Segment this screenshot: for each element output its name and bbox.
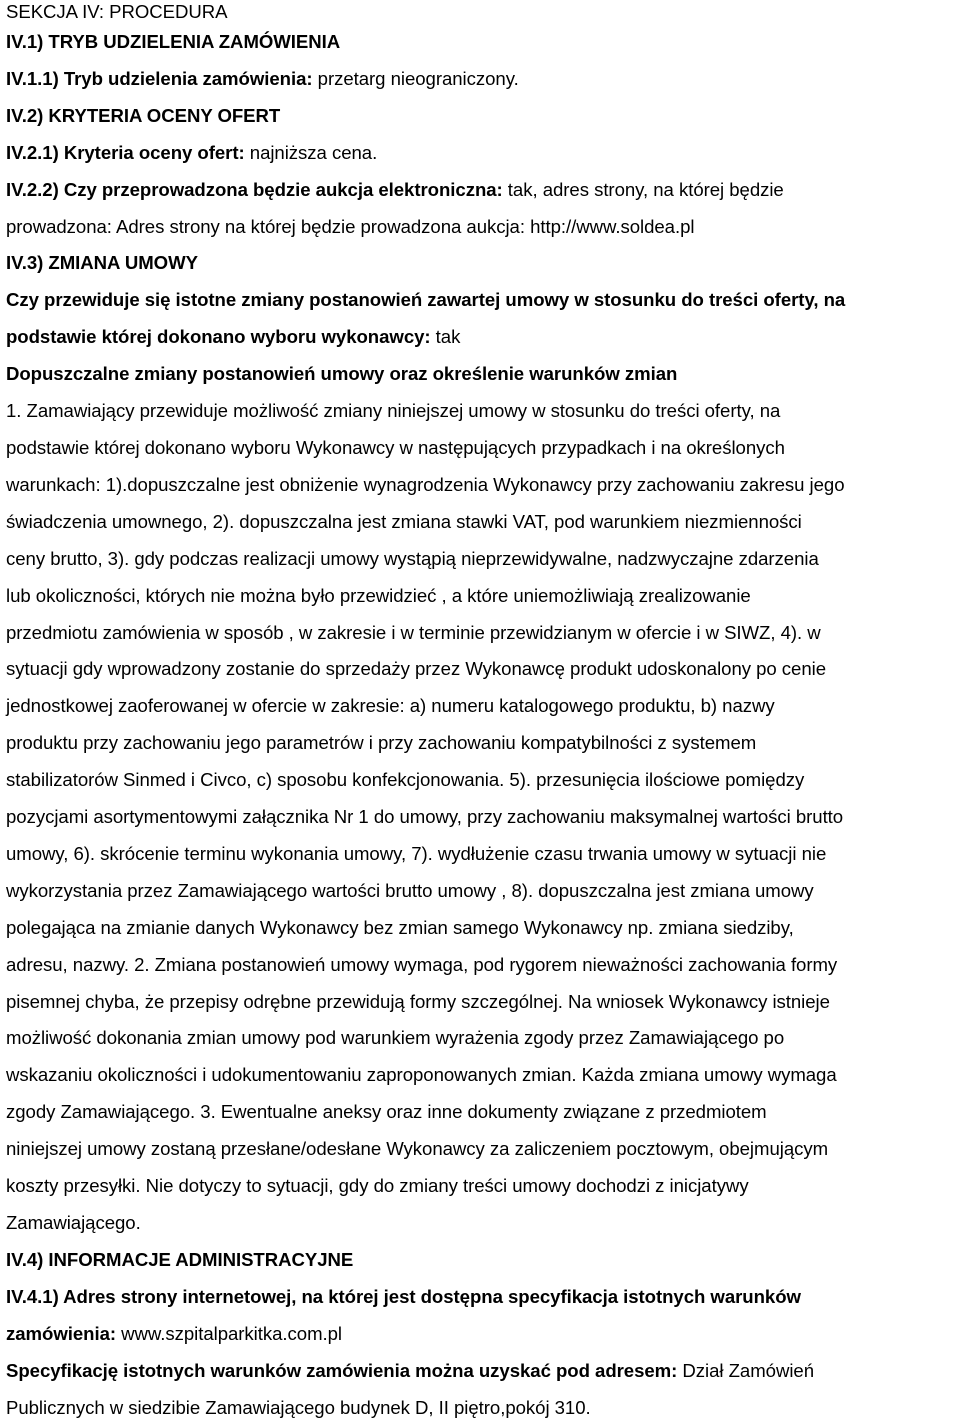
bold-run: Czy przewiduje się istotne zmiany postanowień zawartej umowy w stosunku do treści oferty, na	[6, 289, 846, 311]
text-line	[6, 319, 958, 356]
bold-run: IV.2.2) Czy przeprowadzona będzie aukcja elektroniczna:	[6, 178, 503, 200]
regular-run: zgody Zamawiającego. 3. Ewentualne aneksy oraz inne dokumenty związane z przedmiotem	[6, 1101, 767, 1123]
regular-run: tak, adres strony, na której będzie	[502, 178, 784, 200]
regular-run: tak	[430, 326, 461, 348]
text-line	[6, 1242, 958, 1279]
text-line	[6, 762, 958, 799]
text-line	[6, 135, 958, 172]
text-line	[6, 688, 958, 725]
text-line	[6, 947, 958, 984]
bold-run: IV.4.1) Adres strony internetowej, na której jest dostępna specyfikacja istotnych warunków	[6, 1285, 801, 1307]
regular-run: najniższa cena.	[244, 141, 378, 163]
text-line	[6, 725, 958, 762]
regular-run: świadczenia umownego, 2). dopuszczalna jest zmiana stawki VAT, pod warunkiem niezmienności	[6, 510, 802, 532]
regular-run: adresu, nazwy. 2. Zmiana postanowień umowy wymaga, pod rygorem nieważności zachowania formy	[6, 953, 838, 975]
text-line	[6, 393, 958, 430]
regular-run: niniejszej umowy zostaną przesłane/odesłane Wykonawcy za zaliczeniem pocztowym, obejmującym	[6, 1138, 829, 1160]
regular-run: warunkach: 1).dopuszczalne jest obniżenie wynagrodzenia Wykonawcy przy zachowaniu zakresu jego	[6, 473, 845, 495]
text-line	[6, 1131, 958, 1168]
regular-run: koszty przesyłki. Nie dotyczy to sytuacji, gdy do zmiany treści umowy dochodzi z inicjatywy	[6, 1175, 749, 1197]
text-line	[6, 1094, 958, 1131]
regular-run: sytuacji gdy wprowadzony zostanie do sprzedaży przez Wykonawcę produkt udoskonalony po cenie	[6, 658, 827, 680]
text-line	[6, 1390, 958, 1427]
text-line	[6, 836, 958, 873]
document-body	[6, 0, 958, 1426]
regular-run: ceny brutto, 3). gdy podczas realizacji umowy wystąpią nieprzewidywalne, nadzwyczajne zdarzenia	[6, 547, 819, 569]
regular-run: podstawie której dokonano wyboru Wykonawcy w następujących przypadkach i na określonych	[6, 436, 785, 458]
regular-run: wykorzystania przez Zamawiającego wartości brutto umowy , 8). dopuszczalna jest zmiana umowy	[6, 879, 814, 901]
regular-run: polegająca na zmianie danych Wykonawcy bez zmian samego Wykonawcy np. zmiana siedziby,	[6, 916, 794, 938]
regular-run: przetarg nieograniczony.	[312, 67, 519, 89]
text-line	[6, 430, 958, 467]
regular-run: przedmiotu zamówienia w sposób , w zakresie i w terminie przewidzianym w ofercie i w SIWZ, 4). w	[6, 621, 821, 643]
bold-run: IV.2) KRYTERIA OCENY OFERT	[6, 104, 281, 126]
regular-run: Dział Zamówień	[677, 1359, 814, 1381]
regular-run: 1. Zamawiający przewiduje możliwość zmiany niniejszej umowy w stosunku do treści oferty, na	[6, 400, 781, 422]
regular-run: lub okoliczności, których nie można było przewidzieć , a które uniemożliwiają zrealizowanie	[6, 584, 751, 606]
text-line	[6, 578, 958, 615]
text-line	[6, 1168, 958, 1205]
text-line	[6, 172, 958, 209]
regular-run: wskazaniu okoliczności i udokumentowaniu zaproponowanych zmian. Każda zmiana umowy wymaga	[6, 1064, 837, 1086]
text-line	[6, 504, 958, 541]
text-line	[6, 1353, 958, 1390]
bold-run: IV.4) INFORMACJE ADMINISTRACYJNE	[6, 1248, 354, 1270]
regular-run: stabilizatorów Sinmed i Civco, c) sposobu konfekcjonowania. 5). przesunięcia ilościowe pomiędzy	[6, 769, 805, 791]
text-line	[6, 1057, 958, 1094]
text-line	[6, 24, 958, 61]
regular-run: SEKCJA IV: PROCEDURA	[6, 1, 228, 22]
text-line	[6, 209, 958, 246]
text-line	[6, 910, 958, 947]
regular-run: Zamawiającego.	[6, 1212, 141, 1233]
regular-run: prowadzona: Adres strony na której będzie prowadzona aukcja: http://www.soldea.pl	[6, 215, 695, 237]
bold-run: zamówienia:	[6, 1322, 117, 1344]
regular-run: pozycjami asortymentowymi załącznika Nr 1 do umowy, przy zachowaniu maksymalnej wartości brutto	[6, 806, 844, 828]
text-line	[6, 984, 958, 1021]
text-line	[6, 467, 958, 504]
text-line	[6, 356, 958, 393]
bold-run: podstawie której dokonano wyboru wykonawcy:	[6, 326, 431, 348]
regular-run: pisemnej chyba, że przepisy odrębne przewidują formy szczególnej. Na wniosek Wykonawcy istnieje	[6, 990, 830, 1012]
text-line	[6, 282, 958, 319]
text-line	[6, 873, 958, 910]
text-line	[6, 1316, 958, 1353]
bold-run: Dopuszczalne zmiany postanowień umowy oraz określenie warunków zmian	[6, 363, 678, 385]
bold-run: Specyfikację istotnych warunków zamówienia można uzyskać pod adresem:	[6, 1359, 678, 1381]
regular-run: Publicznych w siedzibie Zamawiającego budynek D, II piętro,pokój 310.	[6, 1396, 591, 1418]
bold-run: IV.2.1) Kryteria oceny ofert:	[6, 141, 245, 163]
regular-run: produktu przy zachowaniu jego parametrów i przy zachowaniu kompatybilności z systemem	[6, 732, 757, 754]
text-line	[6, 98, 958, 135]
text-line	[6, 0, 958, 24]
text-line	[6, 615, 958, 652]
bold-run: IV.3) ZMIANA UMOWY	[6, 252, 198, 274]
text-line	[6, 1279, 958, 1316]
regular-run: umowy, 6). skrócenie terminu wykonania umowy, 7). wydłużenie czasu trwania umowy w sytuacji nie	[6, 842, 827, 864]
text-line	[6, 245, 958, 282]
text-line	[6, 61, 958, 98]
text-line	[6, 1020, 958, 1057]
regular-run: www.szpitalparkitka.com.pl	[116, 1322, 342, 1344]
bold-run: IV.1.1) Tryb udzielenia zamówienia:	[6, 67, 313, 89]
regular-run: jednostkowej zaoferowanej w ofercie w zakresie: a) numeru katalogowego produktu, b) nazwy	[6, 695, 775, 717]
text-line	[6, 651, 958, 688]
text-line	[6, 799, 958, 836]
text-line	[6, 541, 958, 578]
text-line	[6, 1205, 958, 1242]
regular-run: możliwość dokonania zmian umowy pod warunkiem wyrażenia zgody przez Zamawiającego po	[6, 1027, 785, 1049]
bold-run: IV.1) TRYB UDZIELENIA ZAMÓWIENIA	[6, 31, 341, 52]
